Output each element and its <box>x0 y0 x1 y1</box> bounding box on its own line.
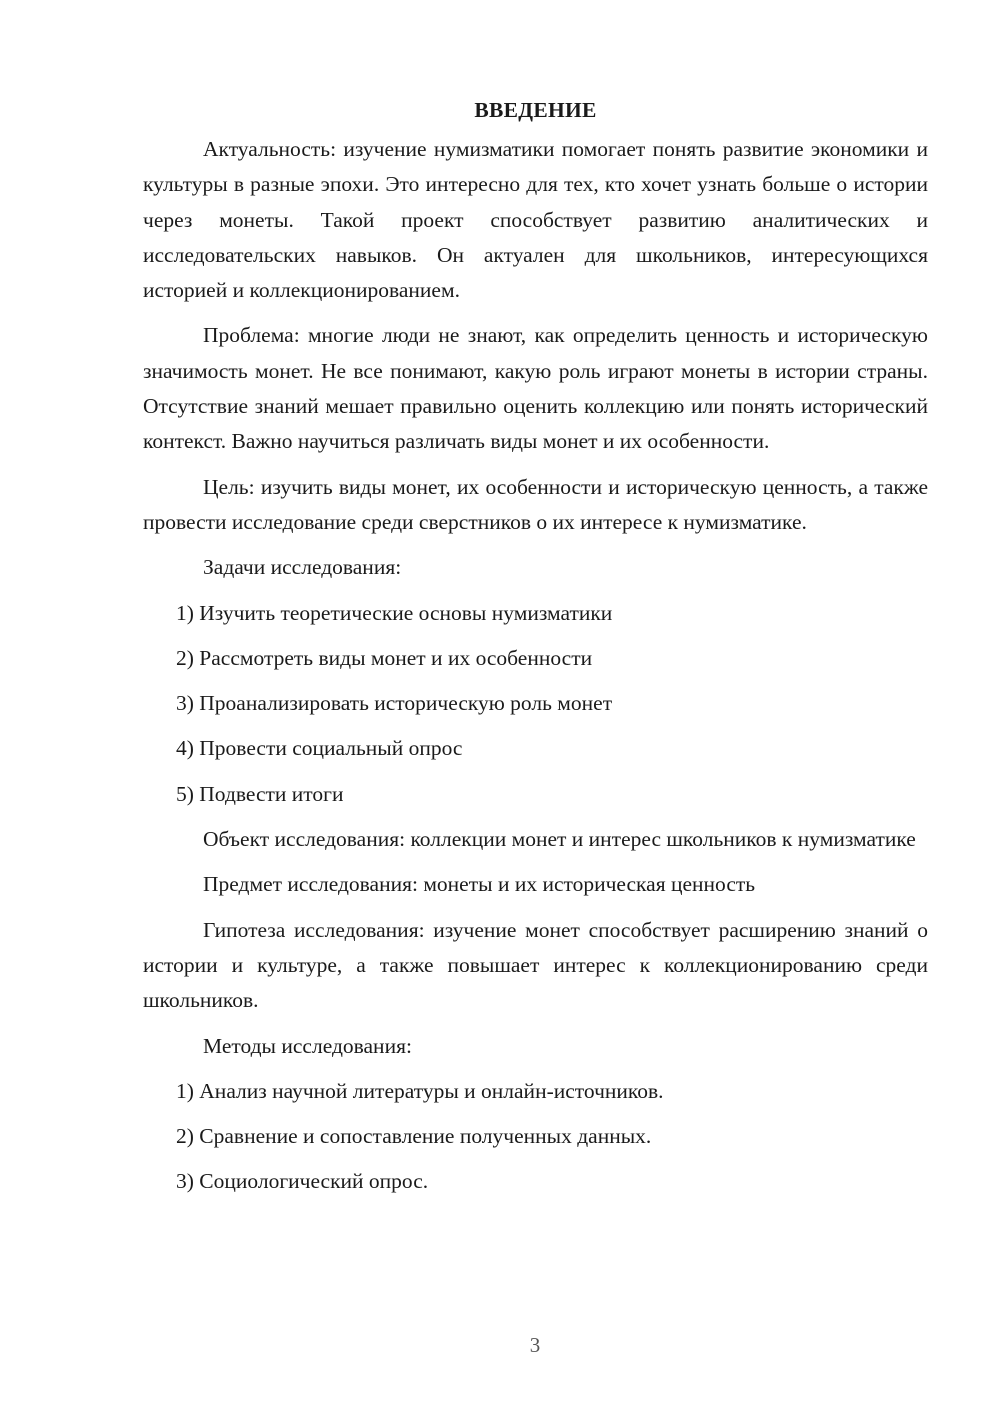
goal-paragraph: Цель: изучить виды монет, их особенности и историческую ценность, а также провести исследование среди сверстников о их интересе к нумизматике. <box>143 474 928 534</box>
hypothesis-paragraph: Гипотеза исследования: изучение монет способствует расширению знаний о истории и культуре, а также повышает интерес к коллекционированию среди школьников. <box>143 917 928 1013</box>
list-item: 3) Проанализировать историческую роль монет <box>176 691 613 716</box>
list-item: 4) Провести социальный опрос <box>176 736 463 761</box>
list-item: 3) Социологический опрос. <box>176 1169 429 1194</box>
subject-paragraph: Предмет исследования: монеты и их историческая ценность <box>203 872 756 897</box>
page-number: 3 <box>529 1333 541 1357</box>
list-item: 2) Сравнение и сопоставление полученных данных. <box>176 1124 652 1149</box>
list-item: 1) Анализ научной литературы и онлайн-источников. <box>176 1078 664 1103</box>
section-heading: ВВЕДЕНИЕ <box>474 98 597 122</box>
methods-title: Методы исследования: <box>203 1033 412 1058</box>
problem-paragraph: Проблема: многие люди не знают, как определить ценность и историческую значимость монет. Не все понимают, какую роль играют монеты в истории страны. Отсутствие знаний мешает правильно оценить коллекцию или понять исторический контекст. Важно научиться различать виды монет и их особенности. <box>143 323 928 454</box>
list-item: 5) Подвести итоги <box>176 781 344 806</box>
list-item: 2) Рассмотреть виды монет и их особенности <box>176 645 593 670</box>
object-paragraph: Объект исследования: коллекции монет и интерес школьников к нумизматике <box>203 827 916 852</box>
list-item: 1) Изучить теоретические основы нумизматики <box>176 600 613 625</box>
tasks-title: Задачи исследования: <box>203 555 402 580</box>
relevance-paragraph: Актуальность: изучение нумизматики помогает понять развитие экономики и культуры в разные эпохи. Это интересно для тех, кто хочет узнать больше о истории через монеты. Такой проект способствует развитию аналитических и исследовательских навыков. Он актуален для школьников, интересующихся историей и коллекционированием. <box>143 137 928 303</box>
document-page <box>143 92 928 1210</box>
